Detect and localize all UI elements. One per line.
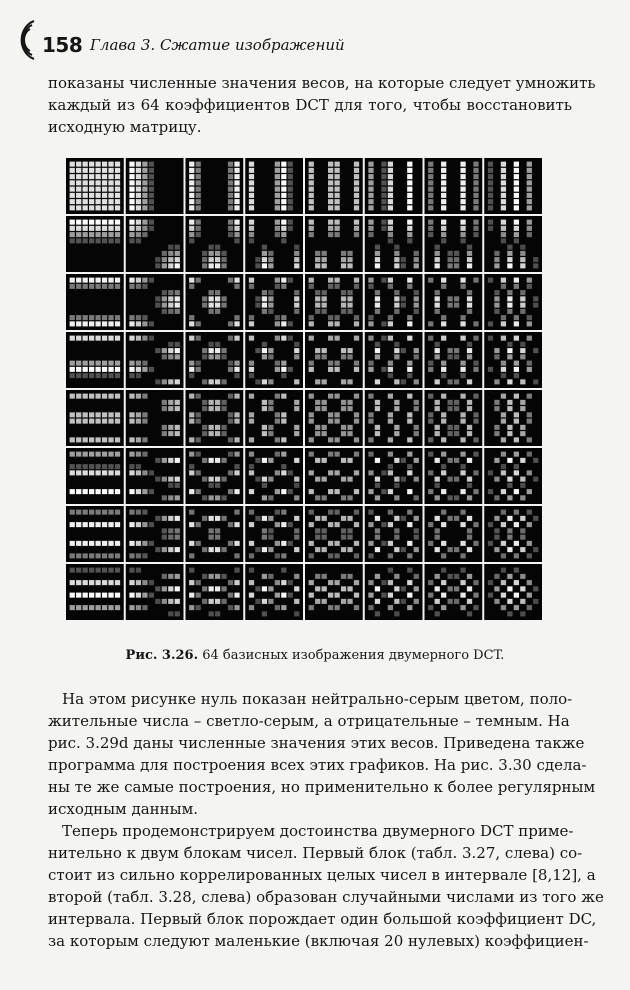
basis-image <box>66 274 124 330</box>
basis-image <box>425 274 483 330</box>
basis-image <box>305 216 363 272</box>
basis-image <box>425 448 483 504</box>
caption-label: Рис. 3.26. <box>125 648 199 663</box>
text-line: интервала. Первый блок порождает один большой коэффициент DC, <box>48 910 597 928</box>
page-number: 158 <box>42 33 83 57</box>
dct-basis-figure <box>66 158 542 620</box>
basis-image <box>126 448 184 504</box>
basis-image <box>305 158 363 214</box>
text-line: за которым следуют маленькие (включая 20 нулевых) коэффициен- <box>48 932 589 950</box>
basis-image <box>245 448 303 504</box>
text-line: исходную матрицу. <box>48 118 202 136</box>
basis-image <box>66 564 124 620</box>
basis-image <box>484 390 542 446</box>
text-line: рис. 3.29d даны численные значения этих весов. Приведена также <box>48 734 585 752</box>
basis-image <box>484 216 542 272</box>
figure-caption <box>0 648 630 663</box>
text-line: нительно к двум блокам чисел. Первый блок (табл. 3.27, слева) со- <box>48 844 583 862</box>
basis-image <box>484 448 542 504</box>
basis-image <box>425 564 483 620</box>
text-line: исходным данным. <box>48 800 199 818</box>
basis-image <box>186 274 244 330</box>
caption-text: 64 базисных изображения двумерного DCT. <box>198 648 505 663</box>
basis-image <box>66 158 124 214</box>
running-head: Глава 3. Сжатие изображений <box>90 36 345 54</box>
basis-image <box>425 158 483 214</box>
page-header <box>12 14 618 62</box>
basis-image <box>305 390 363 446</box>
basis-image <box>186 390 244 446</box>
basis-image <box>365 506 423 562</box>
basis-image <box>365 448 423 504</box>
body-paragraph-2 <box>48 820 604 952</box>
basis-image <box>126 564 184 620</box>
basis-image <box>66 506 124 562</box>
basis-image <box>245 274 303 330</box>
basis-image <box>365 390 423 446</box>
basis-image <box>186 448 244 504</box>
basis-image <box>245 506 303 562</box>
basis-image <box>365 332 423 388</box>
basis-image <box>425 506 483 562</box>
basis-image <box>126 332 184 388</box>
text-line: ны те же самые построения, но применительно к более регулярным <box>48 778 596 796</box>
text-line: показаны численные значения весов, на которые следует умножить <box>48 74 596 92</box>
basis-image <box>66 448 124 504</box>
basis-image <box>305 564 363 620</box>
basis-image <box>245 564 303 620</box>
intro-paragraph <box>48 72 596 138</box>
basis-image <box>484 332 542 388</box>
basis-image <box>66 216 124 272</box>
text-line: программа для построения всех этих графиков. На рис. 3.30 сдела- <box>48 756 587 774</box>
basis-image <box>484 506 542 562</box>
basis-image <box>66 332 124 388</box>
basis-image <box>186 216 244 272</box>
basis-image <box>186 158 244 214</box>
basis-image <box>126 216 184 272</box>
basis-image <box>365 158 423 214</box>
basis-image <box>186 332 244 388</box>
body-paragraph-1 <box>48 688 596 820</box>
page-number-ornament <box>12 18 46 62</box>
basis-image <box>245 390 303 446</box>
text-line: На этом рисунке нуль показан нейтрально-серым цветом, поло- <box>62 690 573 708</box>
basis-image <box>365 274 423 330</box>
basis-image <box>305 274 363 330</box>
basis-image <box>425 332 483 388</box>
basis-image <box>245 158 303 214</box>
text-line: жительные числа – светло-серым, а отрицательные – темным. На <box>48 712 570 730</box>
basis-image <box>365 564 423 620</box>
text-line: стоит из сильно коррелированных целых чисел в интервале [8,12], а <box>48 866 596 884</box>
basis-image <box>245 216 303 272</box>
basis-image <box>186 564 244 620</box>
basis-image <box>365 216 423 272</box>
basis-image <box>126 506 184 562</box>
basis-image <box>66 390 124 446</box>
basis-image <box>126 274 184 330</box>
basis-image <box>245 332 303 388</box>
basis-image <box>305 332 363 388</box>
text-line: каждый из 64 коэффициентов DCT для того, чтобы восстановить <box>48 96 572 114</box>
basis-image <box>425 216 483 272</box>
basis-image <box>305 506 363 562</box>
text-line: второй (табл. 3.28, слева) образован случайными числами из того же <box>48 888 604 906</box>
text-line: Теперь продемонстрируем достоинства двумерного DCT приме- <box>62 822 574 840</box>
basis-image <box>126 390 184 446</box>
basis-image <box>484 274 542 330</box>
basis-image <box>126 158 184 214</box>
basis-image <box>305 448 363 504</box>
basis-image <box>186 506 244 562</box>
basis-image <box>484 158 542 214</box>
basis-image <box>425 390 483 446</box>
basis-image <box>484 564 542 620</box>
dct-basis-grid <box>66 158 542 620</box>
